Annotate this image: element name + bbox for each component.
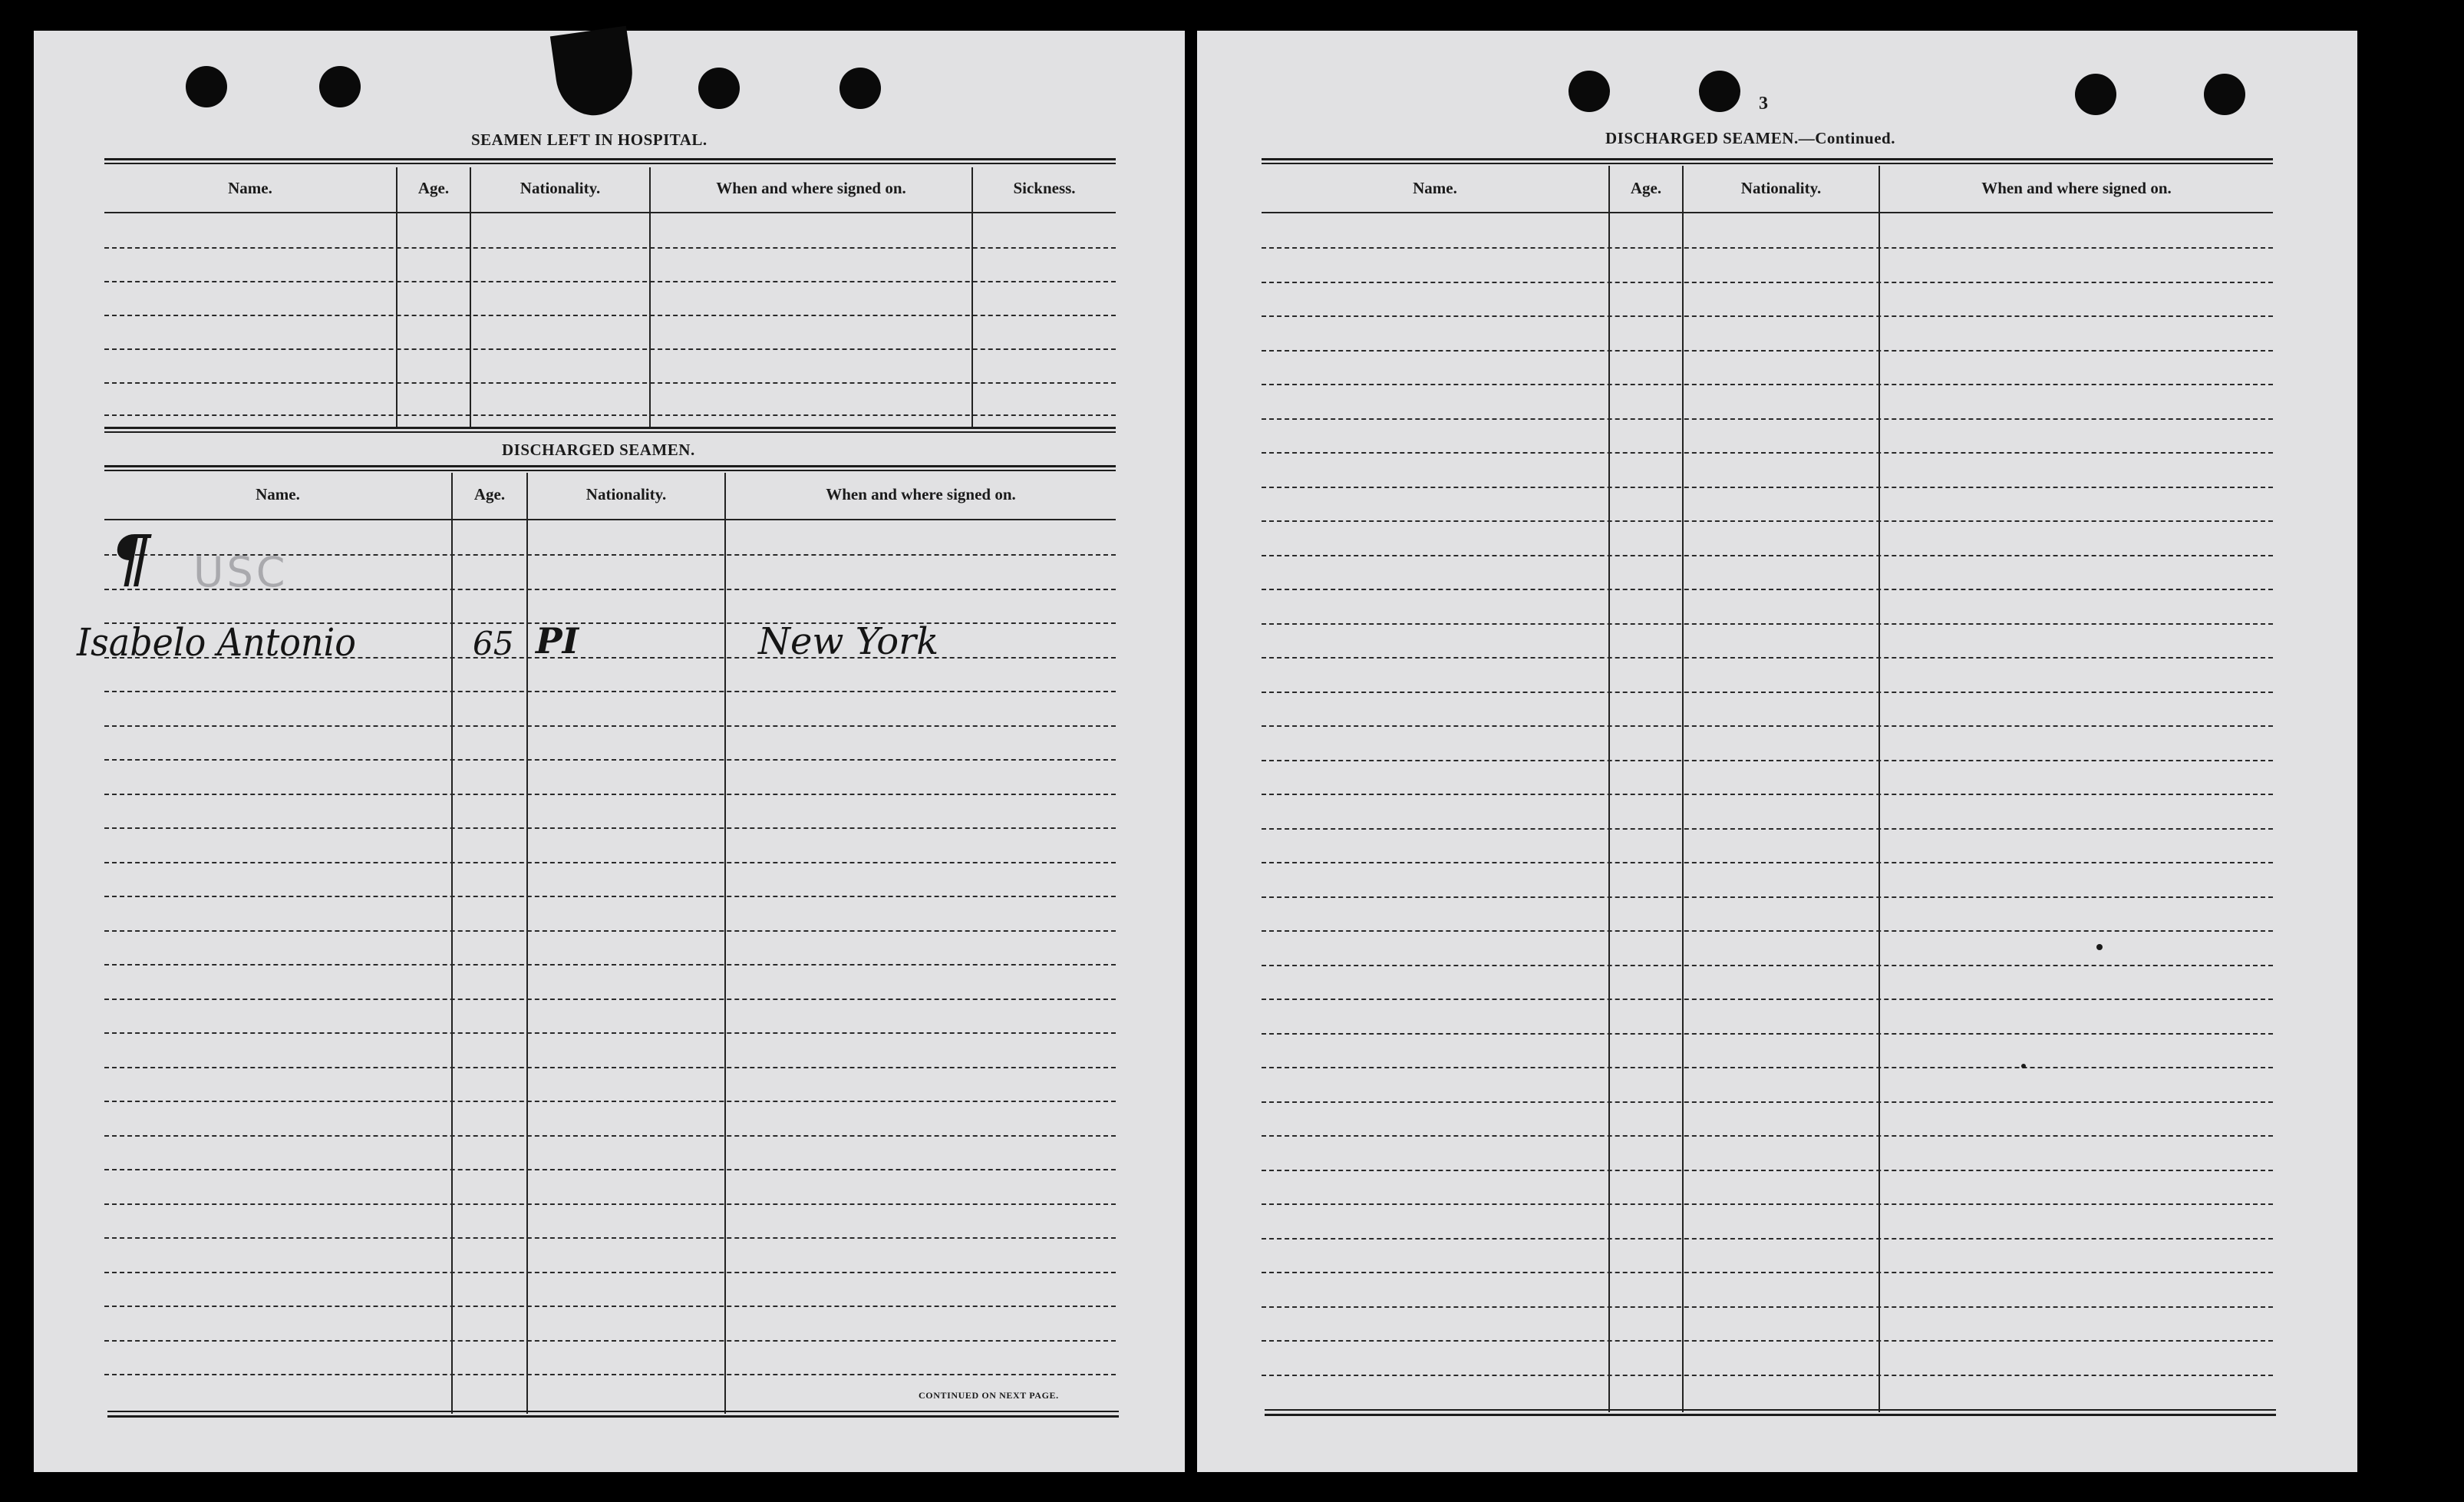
row-line: [104, 414, 1116, 416]
seaman-nationality: PI: [536, 620, 579, 662]
row-line: [104, 1340, 1116, 1342]
ink-speck: [2096, 944, 2103, 950]
row-line: [104, 1272, 1116, 1273]
right-col-name: Name.: [1413, 179, 1457, 197]
row-line: [1262, 1101, 2273, 1103]
punch-hole: [2075, 74, 2116, 115]
header-underline: [1262, 212, 2273, 213]
row-line: [104, 1306, 1116, 1307]
row-line: [104, 315, 1116, 316]
column-divider: [649, 167, 651, 427]
right-col-age: Age.: [1630, 179, 1662, 197]
row-line: [1262, 623, 2273, 625]
row-line: [104, 999, 1116, 1000]
row-line: [1262, 657, 2273, 659]
seaman-signed-on: New York: [758, 620, 939, 663]
row-line: [104, 1237, 1116, 1239]
right-col-nationality: Nationality.: [1740, 179, 1822, 197]
bottom-rule: [107, 1411, 1119, 1412]
punch-hole: [319, 66, 361, 107]
row-line: [1262, 1375, 2273, 1376]
column-divider: [470, 167, 471, 427]
bottom-rule: [107, 1415, 1119, 1418]
continued-note: CONTINUED ON NEXT PAGE.: [919, 1390, 1059, 1401]
column-divider: [1879, 166, 1880, 1412]
row-line: [104, 1101, 1116, 1102]
hospital-section-title: SEAMEN LEFT IN HOSPITAL.: [471, 130, 708, 149]
row-line: [104, 348, 1116, 350]
row-line: [104, 1032, 1116, 1034]
row-line: [1262, 487, 2273, 488]
row-line: [1262, 247, 2273, 249]
row-line: [1262, 452, 2273, 454]
double-rule: [104, 427, 1116, 429]
header-underline: [104, 519, 1116, 520]
row-line: [1262, 999, 2273, 1000]
row-line: [1262, 692, 2273, 693]
seaman-age: 65: [473, 625, 514, 662]
handwritten-mark: ¶: [111, 522, 151, 596]
hospital-col-nationality: Nationality.: [520, 179, 601, 197]
header-underline: [104, 212, 1116, 213]
hospital-col-name: Name.: [228, 179, 272, 197]
row-line: [1262, 862, 2273, 863]
row-line: [104, 1203, 1116, 1205]
row-line: [1262, 520, 2273, 522]
page-number: 3: [1759, 94, 1768, 114]
row-line: [104, 247, 1116, 249]
ink-speck: [2021, 1064, 2026, 1068]
double-rule: [104, 470, 1116, 471]
row-line: [104, 827, 1116, 829]
row-line: [104, 759, 1116, 761]
column-divider: [1682, 166, 1684, 1412]
row-line: [104, 1135, 1116, 1137]
double-rule: [104, 431, 1116, 433]
seaman-name: Isabelo Antonio: [77, 620, 356, 665]
double-rule: [104, 158, 1116, 160]
row-line: [104, 691, 1116, 692]
row-line: [1262, 965, 2273, 966]
column-divider: [396, 167, 397, 427]
row-line: [1262, 1067, 2273, 1068]
punch-hole: [186, 66, 227, 107]
punch-hole: [1568, 71, 1610, 112]
torn-corner: [550, 26, 638, 120]
row-line: [1262, 418, 2273, 420]
right-col-signed-on: When and where signed on.: [1981, 179, 2172, 197]
row-line: [104, 382, 1116, 384]
discharged-col-nationality: Nationality.: [585, 485, 667, 503]
row-line: [104, 964, 1116, 966]
row-line: [1262, 725, 2273, 727]
row-line: [104, 1067, 1116, 1068]
double-rule: [104, 465, 1116, 467]
bottom-rule: [1265, 1414, 2276, 1416]
row-line: [1262, 384, 2273, 385]
row-line: [1262, 1203, 2273, 1205]
stamp-annotation: USC: [193, 548, 289, 596]
row-line: [1262, 350, 2273, 352]
row-line: [104, 281, 1116, 282]
discharged-col-signed-on: When and where signed on.: [826, 485, 1016, 503]
discharged-col-age: Age.: [473, 485, 506, 503]
hospital-col-signed-on: When and where signed on.: [716, 179, 906, 197]
double-rule: [1262, 163, 2273, 164]
row-line: [104, 725, 1116, 727]
row-line: [104, 1169, 1116, 1170]
left-page: [34, 31, 1185, 1472]
row-line: [1262, 1135, 2273, 1137]
punch-hole: [1699, 71, 1740, 112]
row-line: [104, 794, 1116, 795]
punch-hole: [2204, 74, 2245, 115]
row-line: [104, 862, 1116, 863]
bottom-rule: [1265, 1409, 2276, 1411]
row-line: [1262, 828, 2273, 830]
row-line: [1262, 1170, 2273, 1171]
row-line: [1262, 282, 2273, 283]
row-line: [104, 930, 1116, 932]
row-line: [1262, 589, 2273, 590]
row-line: [1262, 1272, 2273, 1273]
double-rule: [1262, 158, 2273, 160]
row-line: [1262, 1033, 2273, 1035]
right-section-title: DISCHARGED SEAMEN.—Continued.: [1605, 129, 1895, 147]
row-line: [1262, 930, 2273, 932]
row-line: [1262, 1340, 2273, 1342]
row-line: [1262, 315, 2273, 317]
row-line: [1262, 896, 2273, 898]
row-line: [1262, 1306, 2273, 1308]
double-rule: [104, 163, 1116, 164]
hospital-col-sickness: Sickness.: [1013, 179, 1076, 197]
discharged-col-name: Name.: [256, 485, 300, 503]
row-line: [1262, 760, 2273, 761]
row-line: [1262, 1238, 2273, 1240]
row-line: [1262, 555, 2273, 556]
column-divider: [971, 167, 973, 427]
row-line: [104, 896, 1116, 897]
row-line: [104, 1374, 1116, 1375]
punch-hole: [698, 68, 740, 109]
row-line: [1262, 794, 2273, 795]
discharged-section-title: DISCHARGED SEAMEN.: [502, 441, 695, 459]
punch-hole: [839, 68, 881, 109]
right-page: [1197, 31, 2357, 1472]
column-divider: [1608, 166, 1610, 1412]
hospital-col-age: Age.: [417, 179, 450, 197]
